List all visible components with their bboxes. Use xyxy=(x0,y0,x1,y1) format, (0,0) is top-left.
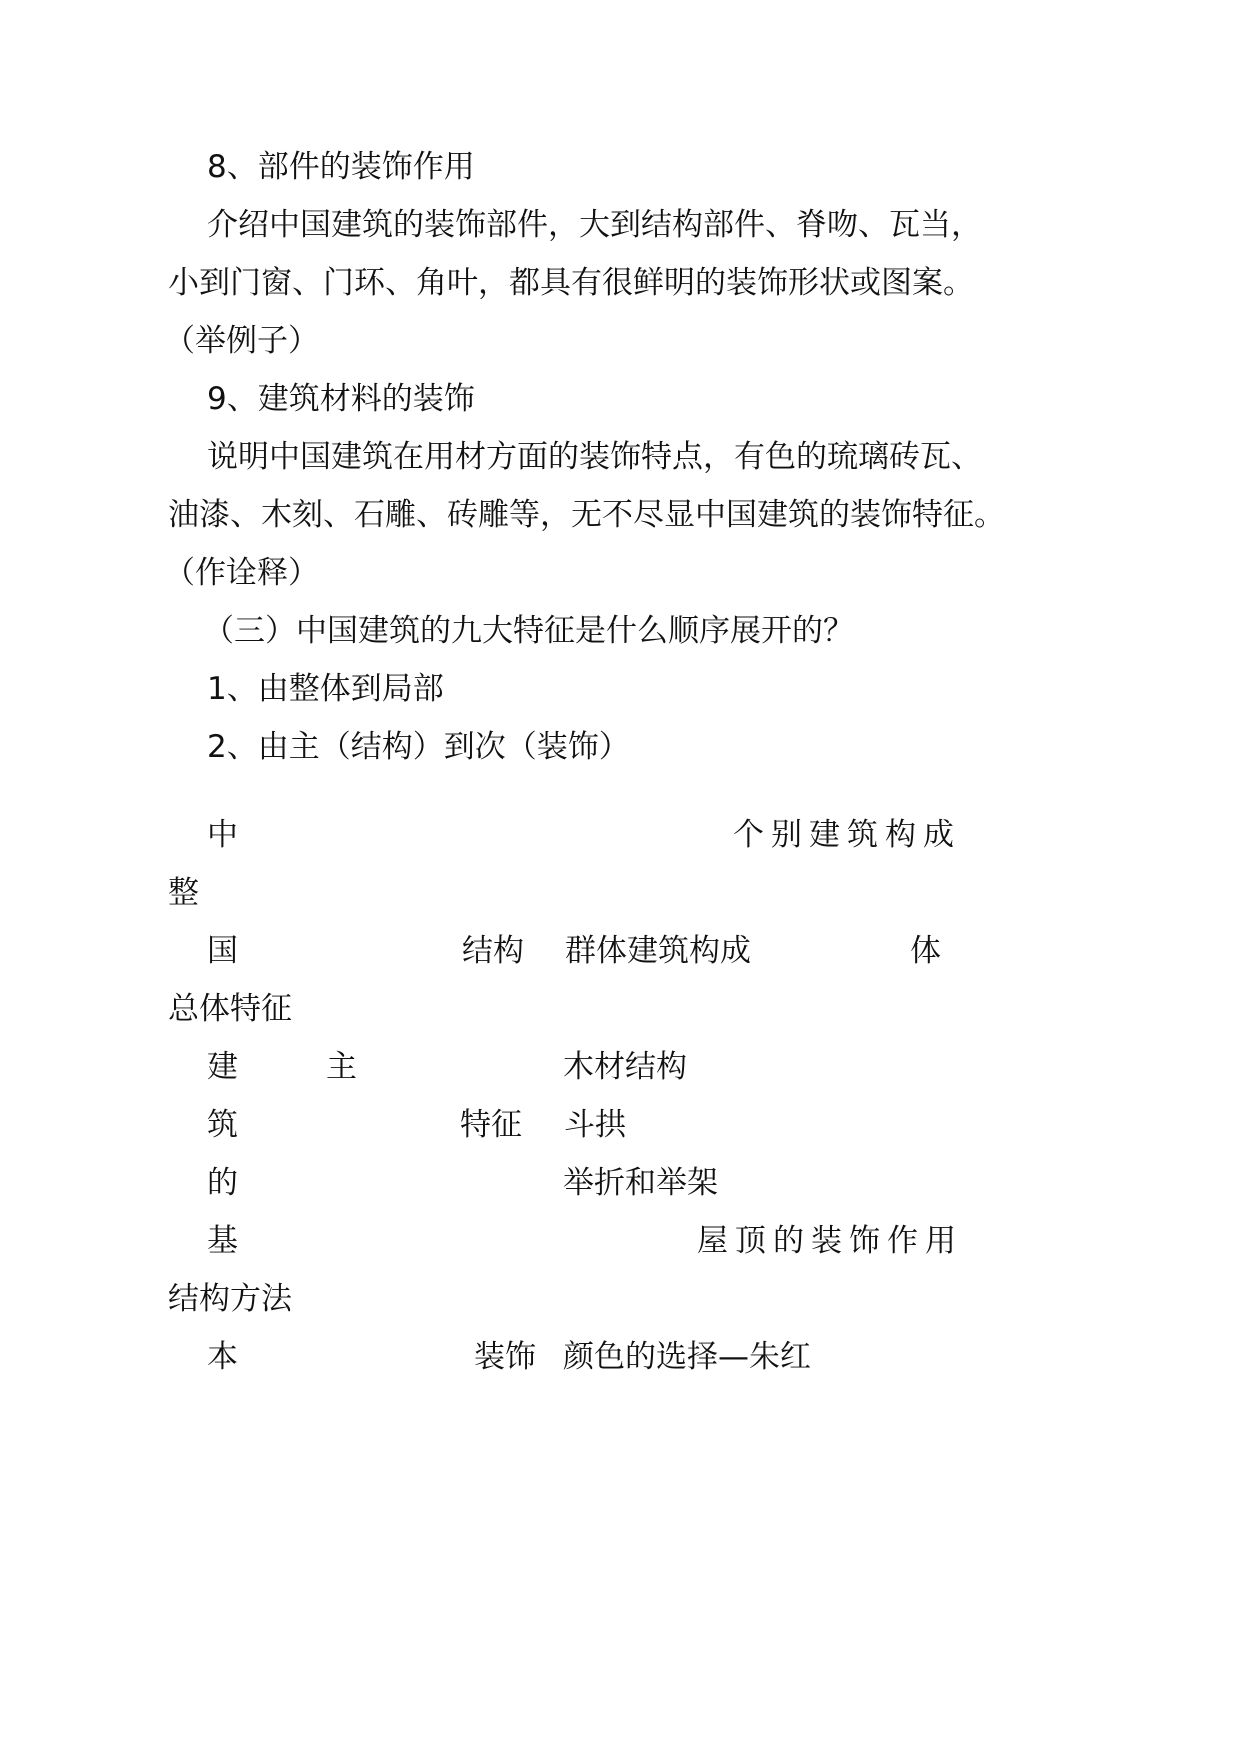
section-9-para-line-2: 油漆、木刻、石雕、砖雕等，无不尽显中国建筑的装饰特征。 xyxy=(168,497,1005,533)
right-individual-building: 个别建筑构成 xyxy=(733,817,961,853)
left-char-2: 国 xyxy=(207,933,238,969)
group-structure-label-a: 结构 xyxy=(462,933,524,969)
left-char-3: 建 xyxy=(207,1049,238,1085)
group-decoration-label: 装饰 xyxy=(474,1339,536,1375)
section-8-heading: 8、部件的装饰作用 xyxy=(207,149,475,185)
left-char-7: 本 xyxy=(207,1339,238,1375)
section-9-heading: 9、建筑材料的装饰 xyxy=(207,381,475,417)
item-dougong: 斗拱 xyxy=(564,1107,626,1143)
group-structure-label-b: 特征 xyxy=(460,1107,522,1143)
right-group-building: 群体建筑构成 xyxy=(565,933,751,969)
section-8-para-line-2: 小到门窗、门环、角叶，都具有很鲜明的装饰形状或图案。 xyxy=(168,265,974,301)
left-char-5: 的 xyxy=(207,1165,238,1201)
section-8-para-line-3: （举例子） xyxy=(164,323,319,359)
section-9-para-line-3: （作诠释） xyxy=(164,555,319,591)
left-wrap-1: 整 xyxy=(168,875,199,911)
left-char-1: 中 xyxy=(207,817,238,853)
item-color-choice: 颜色的选择—朱红 xyxy=(563,1339,811,1375)
question-3-heading: （三）中国建筑的九大特征是什么顺序展开的？ xyxy=(203,613,854,649)
question-3-item-1: 1、由整体到局部 xyxy=(207,671,444,707)
main-label: 主 xyxy=(326,1049,357,1085)
left-wrap-2: 总体特征 xyxy=(168,991,292,1027)
question-3-item-2: 2、由主（结构）到次（装饰） xyxy=(207,729,630,765)
left-char-6: 基 xyxy=(207,1223,238,1259)
item-juzhe: 举折和举架 xyxy=(563,1165,718,1201)
left-char-4: 筑 xyxy=(207,1107,238,1143)
item-roof-decoration: 屋顶的装饰作用 xyxy=(697,1223,963,1259)
section-9-para-line-1: 说明中国建筑在用材方面的装饰特点，有色的琉璃砖瓦、 xyxy=(207,439,982,475)
item-wood-structure: 木材结构 xyxy=(563,1049,687,1085)
right-tail: 体 xyxy=(910,933,941,969)
section-8-para-line-1: 介绍中国建筑的装饰部件，大到结构部件、脊吻、瓦当， xyxy=(207,207,982,243)
left-wrap-3: 结构方法 xyxy=(168,1281,292,1317)
